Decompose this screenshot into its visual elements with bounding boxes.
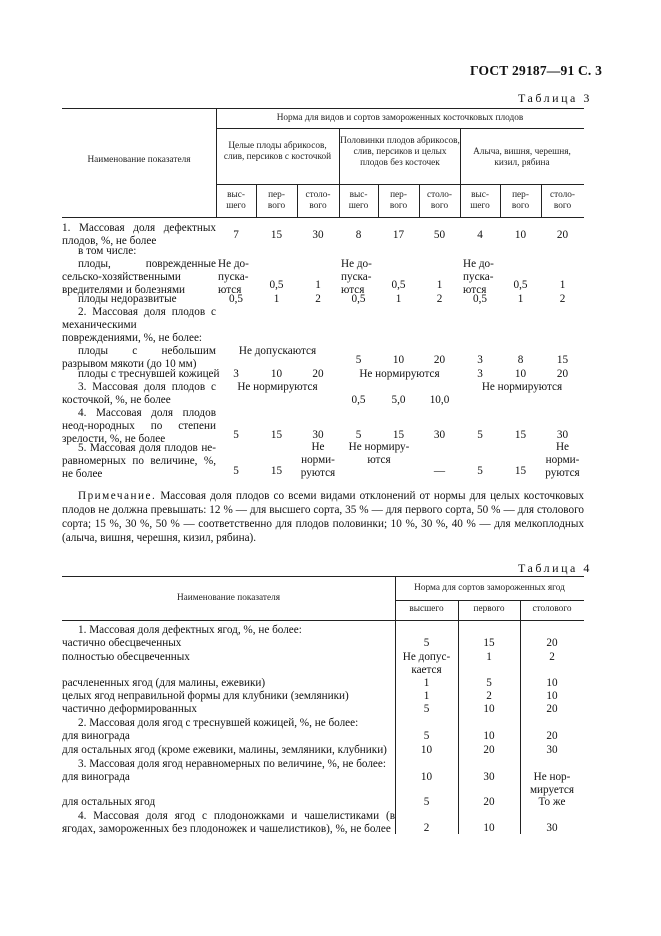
- t3-cell: Не нормируются: [237, 381, 318, 393]
- t4-cell: 20: [546, 703, 558, 715]
- t4-row-label: 4. Массовая доля ягод с плодоножками и чашелистиками (в ягодах, замороженных без плодоножек и чашелистиков), %, не более: [62, 810, 395, 835]
- t3-cell: 5: [233, 465, 239, 477]
- t3-cell: 3: [477, 368, 483, 380]
- t4-row-label: 1. Массовая доля дефектных ягод, %, не более:: [78, 624, 302, 636]
- t3-row-label: плоды недоразвитые: [78, 293, 177, 305]
- sort-2-1: пер-: [268, 190, 285, 200]
- t4-row-label: частично деформированных: [62, 703, 197, 715]
- t3-cell: Не допускаются: [238, 345, 317, 357]
- t3-cell: 1: [395, 293, 402, 305]
- t3-row-label: 1. Массовая доля дефектных плодов, %, не более: [62, 222, 216, 247]
- t3-cell: Не: [555, 441, 570, 453]
- t3-cell: 3: [233, 368, 239, 380]
- t3-row-label: плоды с треснувшей кожицей: [78, 368, 220, 380]
- sort-7-2: шего: [470, 201, 490, 211]
- t3-cell: 0,5: [513, 279, 528, 291]
- t4-row-label: для остальных ягод: [62, 796, 156, 808]
- t3-cell: 10: [270, 368, 283, 380]
- table4-col-name: Наименование показателя: [176, 593, 281, 603]
- t4-cell: 1: [423, 690, 430, 702]
- t3-cell: 5: [477, 429, 483, 441]
- t4-cell: 5: [486, 677, 492, 689]
- t3-cell: 10: [514, 368, 527, 380]
- table4-sort-3: столового: [532, 604, 572, 614]
- table4-sort-2: первого: [473, 604, 505, 614]
- t3-cell: 50: [433, 229, 446, 241]
- t3-cell: 0,5: [269, 279, 284, 291]
- t3-cell: Не нормиру-: [348, 441, 410, 453]
- sort-7-1: выс-: [471, 190, 489, 200]
- t3-cell: руются: [300, 467, 336, 479]
- t3-cell: 15: [514, 465, 527, 477]
- t4-cell: 1: [486, 651, 492, 663]
- t3-cell: 1: [273, 293, 280, 305]
- t3-row-label: 3. Массовая доля плодов с косточкой, %, не более: [62, 381, 216, 406]
- t4-cell: 20: [483, 744, 495, 756]
- t3-cell: 2: [315, 293, 321, 305]
- t4-row-label: для винограда: [62, 771, 130, 783]
- note-text: Массовая доля плодов со всеми видами отклонений от нормы для целых косточковых плодов не должна превышать: 12 % — для высшего сорта, 35 % — для первого сорта, 50 % — для столового сорта; 15 %, 30 %, 50 % — соответственно для плодов половинки; 10 %, 30 %, 40 % — для мелкоплодных (алыча, вишня, черешня, кизил, рябина).: [62, 490, 585, 544]
- t3-cell: руются: [545, 467, 580, 479]
- t3-cell: пуска-: [218, 271, 249, 283]
- t3-cell: 15: [270, 465, 283, 477]
- sort-8-2: вого: [511, 201, 530, 211]
- t4-row-label: для винограда: [62, 730, 130, 742]
- t3-row-label: 2. Массовая доля плодов с механическими повреждениями, %, не более:: [62, 306, 216, 344]
- t3-cell: 4: [477, 229, 483, 241]
- t3-cell: пуска-: [341, 271, 372, 283]
- t3-cell: ются: [367, 454, 391, 466]
- table4-caption: Таблица 4: [518, 561, 592, 575]
- t3-cell: 15: [514, 429, 527, 441]
- t4-row-label: расчлененных ягод (для малины, ежевики): [62, 677, 266, 689]
- table3-group1: Целые плоды абрикосов, слив, персиков с косточкой: [223, 141, 332, 162]
- sort-6-2: вого: [430, 201, 449, 211]
- t4-cell: 5: [423, 730, 430, 742]
- t4-cell: 5: [423, 703, 430, 715]
- sort-5-1: пер-: [390, 190, 407, 200]
- t4-cell: 30: [546, 822, 558, 834]
- t3-cell: 30: [312, 229, 324, 241]
- t4-cell: 5: [423, 796, 430, 808]
- sort-1-1: выс-: [227, 190, 245, 200]
- t4-row-label: 3. Массовая доля ягод неравномерных по величине, %, не более:: [78, 758, 386, 770]
- t3-cell: 10: [392, 354, 405, 366]
- t3-cell: 30: [312, 429, 324, 441]
- t4-row-label: 2. Массовая доля ягод с треснувшей кожицей, %, не более:: [78, 717, 359, 729]
- t3-cell: 20: [556, 368, 569, 380]
- t3-cell: 0,5: [473, 293, 487, 305]
- t3-cell: 7: [233, 229, 239, 241]
- table3-norm-title: Норма для видов и сортов замороженных косточковых плодов: [276, 113, 524, 123]
- t4-row-label: полностью обесцвеченных: [62, 651, 190, 663]
- table3-group3: Алыча, вишня, черешня, кизил, рябина: [473, 147, 571, 168]
- t3-cell: 15: [270, 429, 283, 441]
- t3-cell: ются: [218, 284, 242, 296]
- t4-cell: 2: [423, 822, 430, 834]
- t3-cell: 8: [517, 354, 524, 366]
- table3-col-name: Наименование показателя: [87, 155, 191, 165]
- t3-cell: 20: [312, 368, 324, 380]
- sort-9-1: столо-: [550, 190, 575, 200]
- t3-cell: 1: [315, 279, 321, 291]
- t3-cell: 0,5: [351, 293, 366, 305]
- t4-cell: 2: [486, 690, 492, 702]
- t4-cell: То же: [538, 796, 566, 808]
- t3-cell: 20: [433, 354, 446, 366]
- t3-cell: ются: [341, 284, 365, 296]
- t3-cell: 2: [436, 293, 443, 305]
- table3-note: [62, 489, 584, 545]
- t3-cell: 10: [514, 229, 527, 241]
- t4-cell: 10: [483, 703, 495, 715]
- t4-cell: 10: [546, 690, 558, 702]
- t3-cell: 3: [477, 354, 483, 366]
- t3-cell: Не нормируются: [481, 381, 563, 393]
- t3-cell: Не: [311, 441, 325, 453]
- sort-5-2: вого: [389, 201, 408, 211]
- t4-cell: 10: [483, 822, 495, 834]
- t4-cell: 10: [483, 730, 495, 742]
- t3-cell: 2: [559, 293, 566, 305]
- t4-cell: 1: [423, 677, 430, 689]
- t4-cell: 20: [546, 730, 558, 742]
- t3-cell: пуска-: [463, 271, 494, 283]
- t4-cell: 20: [483, 796, 495, 808]
- t3-cell: 5: [355, 354, 362, 366]
- sort-6-1: столо-: [427, 190, 452, 200]
- t4-cell: 10: [420, 744, 433, 756]
- t3-cell: 1: [559, 279, 566, 291]
- t4-cell: 15: [483, 637, 495, 649]
- t3-cell: 10,0: [429, 394, 450, 406]
- t3-cell: 5: [477, 465, 483, 477]
- t3-cell: 20: [556, 229, 569, 241]
- t3-row-label: в том числе:: [78, 245, 137, 257]
- sort-4-2: шего: [348, 201, 369, 211]
- t3-cell: ются: [463, 284, 487, 296]
- t4-cell: 20: [546, 637, 558, 649]
- t3-cell: 0,5: [229, 293, 243, 305]
- sort-1-2: шего: [226, 201, 246, 211]
- t3-cell: Не до-: [463, 258, 494, 270]
- t3-row-label: плоды с небольшим разрывом мякоти (до 10 мм): [62, 345, 216, 370]
- t3-cell: 0,5: [351, 394, 366, 406]
- page-header: ГОСТ 29187—91 С. 3: [470, 63, 603, 78]
- sort-9-2: вого: [553, 201, 572, 211]
- sort-3-1: столо-: [305, 190, 331, 200]
- t3-cell: норми-: [545, 454, 580, 466]
- t4-cell: Не допус- кается: [402, 651, 451, 676]
- table4-sort-1: высшего: [409, 604, 444, 614]
- t3-cell: Не до-: [218, 258, 249, 270]
- t3-cell: —: [433, 465, 446, 477]
- sort-4-1: выс-: [349, 190, 368, 200]
- t3-cell: 1: [517, 293, 524, 305]
- note-label: Примечание.: [78, 490, 157, 502]
- t3-cell: 17: [392, 229, 405, 241]
- t3-cell: Не нормируются: [359, 368, 440, 380]
- t4-row-label: целых ягод неправильной формы для клубники (земляники): [62, 690, 349, 702]
- t3-cell: 15: [392, 429, 405, 441]
- t3-cell: 15: [556, 354, 569, 366]
- t4-cell: 2: [549, 651, 555, 663]
- t4-cell: 10: [546, 677, 558, 689]
- t4-cell: 5: [423, 637, 430, 649]
- t3-cell: 30: [556, 429, 569, 441]
- t3-cell: норми-: [301, 454, 335, 466]
- t4-cell: 30: [546, 744, 558, 756]
- table3-caption: Таблица 3: [518, 91, 592, 105]
- t3-cell: 30: [433, 429, 446, 441]
- t3-row-label: 4. Массовая доля плодов неод-нородных по степени зрелости, %, не более: [62, 407, 216, 445]
- t4-cell: 30: [483, 771, 495, 783]
- t3-cell: Не до-: [341, 258, 372, 270]
- t3-cell: 5,0: [391, 394, 406, 406]
- t3-row-label: плоды, поврежденные сельско-хозяйственными вредителями и болезнями: [62, 258, 216, 296]
- t3-cell: 0,5: [391, 279, 406, 291]
- table4-norm-title: Норма для сортов замороженных ягод: [414, 583, 565, 593]
- t4-row-label: для остальных ягод (кроме ежевики, малины, земляники, клубники): [62, 744, 387, 756]
- t3-cell: 1: [436, 279, 443, 291]
- t4-row-label: частично обесцвеченных: [62, 637, 182, 649]
- t3-cell: 8: [355, 229, 362, 241]
- t4-cell: 10: [420, 771, 433, 783]
- sort-8-1: пер-: [512, 190, 529, 200]
- t4-cell: Не нор- мируется: [529, 771, 575, 796]
- sort-2-2: вого: [267, 201, 286, 211]
- t3-cell: 5: [233, 429, 239, 441]
- t3-cell: 15: [270, 229, 283, 241]
- sort-3-2: вого: [309, 201, 327, 211]
- t3-row-label: 5. Массовая доля плодов не-равномерных по величине, %, не более: [62, 442, 216, 480]
- table3-group2: Половинки плодов абрикосов, слив, персиков и целых плодов без косточек: [340, 136, 460, 168]
- t3-cell: 5: [355, 429, 362, 441]
